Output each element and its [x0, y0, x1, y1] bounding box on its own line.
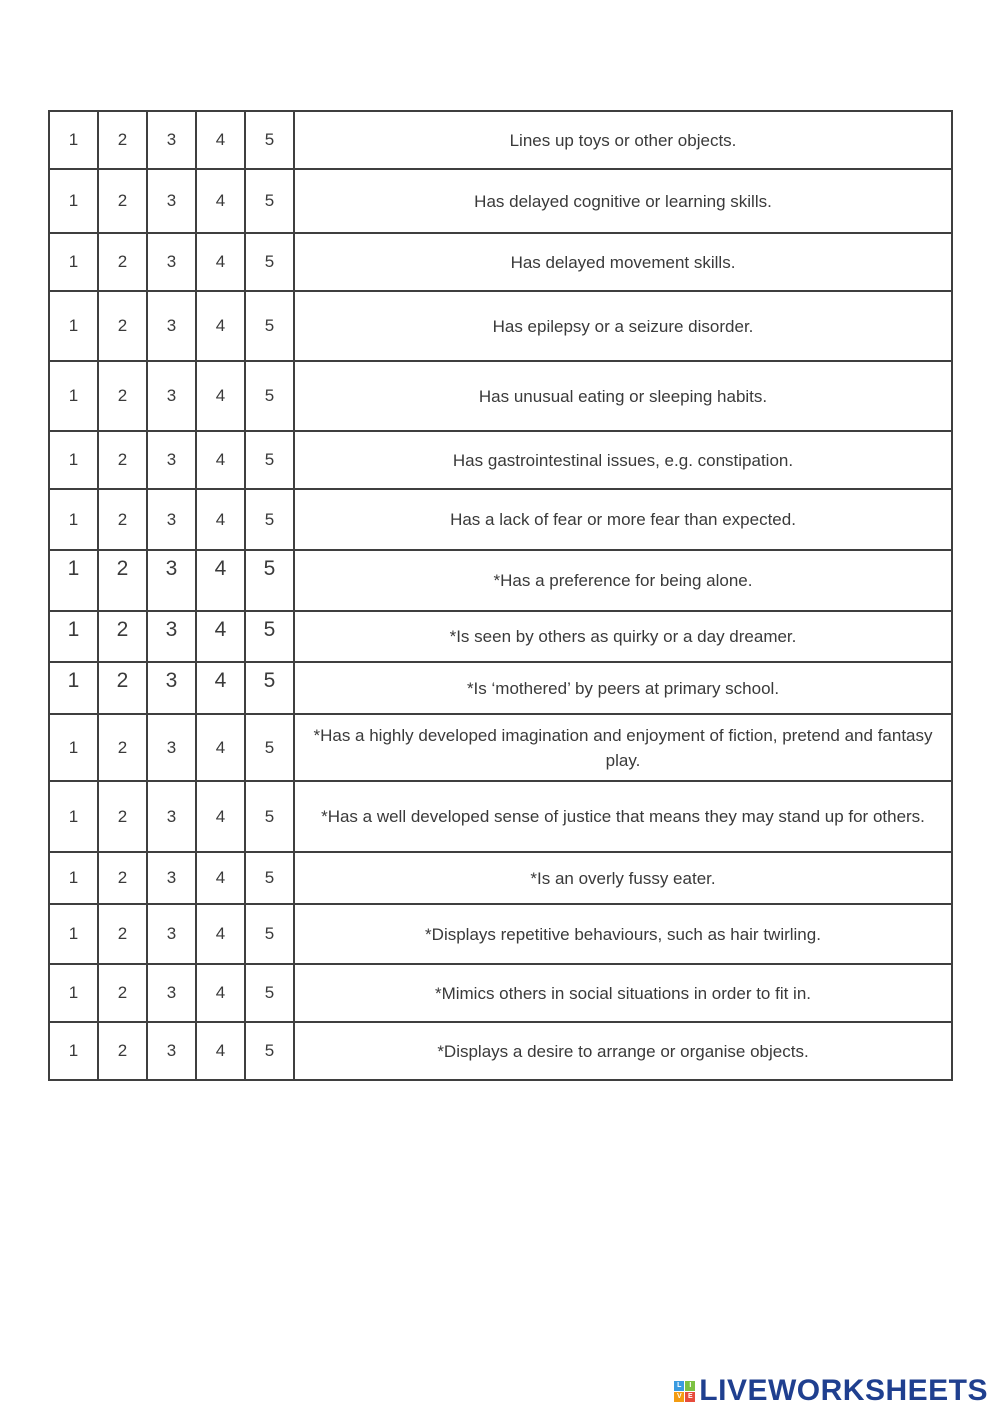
statement-text: Has unusual eating or sleeping habits. — [294, 361, 952, 431]
rating-option-2[interactable]: 2 — [98, 233, 147, 291]
statement-text: *Is ‘mothered’ by peers at primary school. — [294, 662, 952, 714]
liveworksheets-logo — [674, 1374, 988, 1408]
rating-option-3[interactable]: 3 — [147, 111, 196, 169]
logo-text: LIVEWORKSHEETS — [699, 1374, 988, 1407]
rating-option-1[interactable]: 1 — [49, 714, 98, 781]
statement-text: *Displays a desire to arrange or organise objects. — [294, 1022, 952, 1080]
rating-option-1[interactable]: 1 — [49, 233, 98, 291]
rating-option-2[interactable]: 2 — [98, 714, 147, 781]
table-row — [49, 291, 952, 361]
rating-option-4[interactable]: 4 — [196, 662, 245, 714]
rating-option-5[interactable]: 5 — [245, 781, 294, 852]
table-row — [49, 852, 952, 904]
rating-option-2[interactable]: 2 — [98, 662, 147, 714]
rating-option-4[interactable]: 4 — [196, 291, 245, 361]
table-row — [49, 611, 952, 662]
rating-option-1[interactable]: 1 — [49, 550, 98, 611]
rating-option-4[interactable]: 4 — [196, 233, 245, 291]
rating-option-3[interactable]: 3 — [147, 431, 196, 489]
statement-text: *Has a highly developed imagination and enjoyment of fiction, pretend and fantasy play. — [294, 714, 952, 781]
statement-text: *Is an overly fussy eater. — [294, 852, 952, 904]
rating-option-2[interactable]: 2 — [98, 111, 147, 169]
table-row — [49, 964, 952, 1022]
statement-text: Has gastrointestinal issues, e.g. constipation. — [294, 431, 952, 489]
rating-option-3[interactable]: 3 — [147, 1022, 196, 1080]
rating-option-1[interactable]: 1 — [49, 489, 98, 550]
table-row — [49, 233, 952, 291]
statement-text: *Has a preference for being alone. — [294, 550, 952, 611]
statement-text: Lines up toys or other objects. — [294, 111, 952, 169]
statement-text: Has delayed cognitive or learning skills. — [294, 169, 952, 233]
rating-option-3[interactable]: 3 — [147, 550, 196, 611]
rating-option-1[interactable]: 1 — [49, 611, 98, 662]
table-row — [49, 169, 952, 233]
table-row — [49, 361, 952, 431]
statement-text: Has delayed movement skills. — [294, 233, 952, 291]
rating-option-4[interactable]: 4 — [196, 111, 245, 169]
rating-option-4[interactable]: 4 — [196, 489, 245, 550]
rating-option-5[interactable]: 5 — [245, 550, 294, 611]
rating-option-5[interactable]: 5 — [245, 611, 294, 662]
rating-option-5[interactable]: 5 — [245, 111, 294, 169]
rating-option-5[interactable]: 5 — [245, 291, 294, 361]
rating-scale-table — [48, 110, 953, 1081]
rating-option-2[interactable]: 2 — [98, 431, 147, 489]
rating-option-4[interactable]: 4 — [196, 550, 245, 611]
statement-text: *Displays repetitive behaviours, such as hair twirling. — [294, 904, 952, 964]
rating-option-1[interactable]: 1 — [49, 111, 98, 169]
rating-option-4[interactable]: 4 — [196, 964, 245, 1022]
logo-icon — [674, 1381, 695, 1402]
rating-option-1[interactable]: 1 — [49, 852, 98, 904]
table-row — [49, 714, 952, 781]
rating-option-1[interactable]: 1 — [49, 361, 98, 431]
table-row — [49, 550, 952, 611]
rating-option-3[interactable]: 3 — [147, 361, 196, 431]
rating-option-5[interactable]: 5 — [245, 852, 294, 904]
rating-option-4[interactable]: 4 — [196, 611, 245, 662]
rating-option-2[interactable]: 2 — [98, 489, 147, 550]
table-row — [49, 111, 952, 169]
rating-option-3[interactable]: 3 — [147, 662, 196, 714]
rating-option-5[interactable]: 5 — [245, 169, 294, 233]
rating-option-1[interactable]: 1 — [49, 431, 98, 489]
rating-option-4[interactable]: 4 — [196, 781, 245, 852]
rating-option-3[interactable]: 3 — [147, 489, 196, 550]
rating-option-4[interactable]: 4 — [196, 852, 245, 904]
rating-option-2[interactable]: 2 — [98, 611, 147, 662]
rating-option-1[interactable]: 1 — [49, 662, 98, 714]
rating-option-1[interactable]: 1 — [49, 904, 98, 964]
table-row — [49, 1022, 952, 1080]
rating-option-1[interactable]: 1 — [49, 964, 98, 1022]
rating-option-2[interactable]: 2 — [98, 291, 147, 361]
logo-icon-v: V — [674, 1392, 684, 1402]
rating-option-5[interactable]: 5 — [245, 233, 294, 291]
rating-option-5[interactable]: 5 — [245, 431, 294, 489]
rating-option-3[interactable]: 3 — [147, 714, 196, 781]
rating-option-2[interactable]: 2 — [98, 904, 147, 964]
table-row — [49, 662, 952, 714]
rating-option-2[interactable]: 2 — [98, 169, 147, 233]
rating-option-5[interactable]: 5 — [245, 489, 294, 550]
logo-icon-i: I — [685, 1381, 695, 1391]
rating-option-5[interactable]: 5 — [245, 1022, 294, 1080]
statement-text: *Mimics others in social situations in order to fit in. — [294, 964, 952, 1022]
table-row — [49, 489, 952, 550]
rating-option-2[interactable]: 2 — [98, 550, 147, 611]
rating-option-3[interactable]: 3 — [147, 169, 196, 233]
rating-option-5[interactable]: 5 — [245, 361, 294, 431]
rating-option-4[interactable]: 4 — [196, 361, 245, 431]
rating-option-2[interactable]: 2 — [98, 361, 147, 431]
rating-option-1[interactable]: 1 — [49, 1022, 98, 1080]
rating-option-3[interactable]: 3 — [147, 781, 196, 852]
statement-text: Has epilepsy or a seizure disorder. — [294, 291, 952, 361]
rating-option-5[interactable]: 5 — [245, 964, 294, 1022]
table-row — [49, 431, 952, 489]
rating-option-5[interactable]: 5 — [245, 714, 294, 781]
rating-option-1[interactable]: 1 — [49, 781, 98, 852]
statement-text: Has a lack of fear or more fear than expected. — [294, 489, 952, 550]
statement-text: *Has a well developed sense of justice that means they may stand up for others. — [294, 781, 952, 852]
rating-option-2[interactable]: 2 — [98, 852, 147, 904]
logo-icon-e: E — [685, 1392, 695, 1402]
rating-option-4[interactable]: 4 — [196, 714, 245, 781]
rating-option-2[interactable]: 2 — [98, 1022, 147, 1080]
rating-option-2[interactable]: 2 — [98, 964, 147, 1022]
rating-option-1[interactable]: 1 — [49, 169, 98, 233]
rating-option-4[interactable]: 4 — [196, 431, 245, 489]
rating-option-2[interactable]: 2 — [98, 781, 147, 852]
rating-option-5[interactable]: 5 — [245, 904, 294, 964]
statement-text: *Is seen by others as quirky or a day dreamer. — [294, 611, 952, 662]
rating-option-3[interactable]: 3 — [147, 852, 196, 904]
rating-option-1[interactable]: 1 — [49, 291, 98, 361]
rating-option-3[interactable]: 3 — [147, 611, 196, 662]
table-row — [49, 904, 952, 964]
logo-icon-l: L — [674, 1381, 684, 1391]
rating-option-3[interactable]: 3 — [147, 904, 196, 964]
rating-option-4[interactable]: 4 — [196, 1022, 245, 1080]
rating-option-3[interactable]: 3 — [147, 964, 196, 1022]
rating-option-4[interactable]: 4 — [196, 169, 245, 233]
rating-option-4[interactable]: 4 — [196, 904, 245, 964]
rating-option-3[interactable]: 3 — [147, 233, 196, 291]
rating-option-5[interactable]: 5 — [245, 662, 294, 714]
table-row — [49, 781, 952, 852]
rating-option-3[interactable]: 3 — [147, 291, 196, 361]
